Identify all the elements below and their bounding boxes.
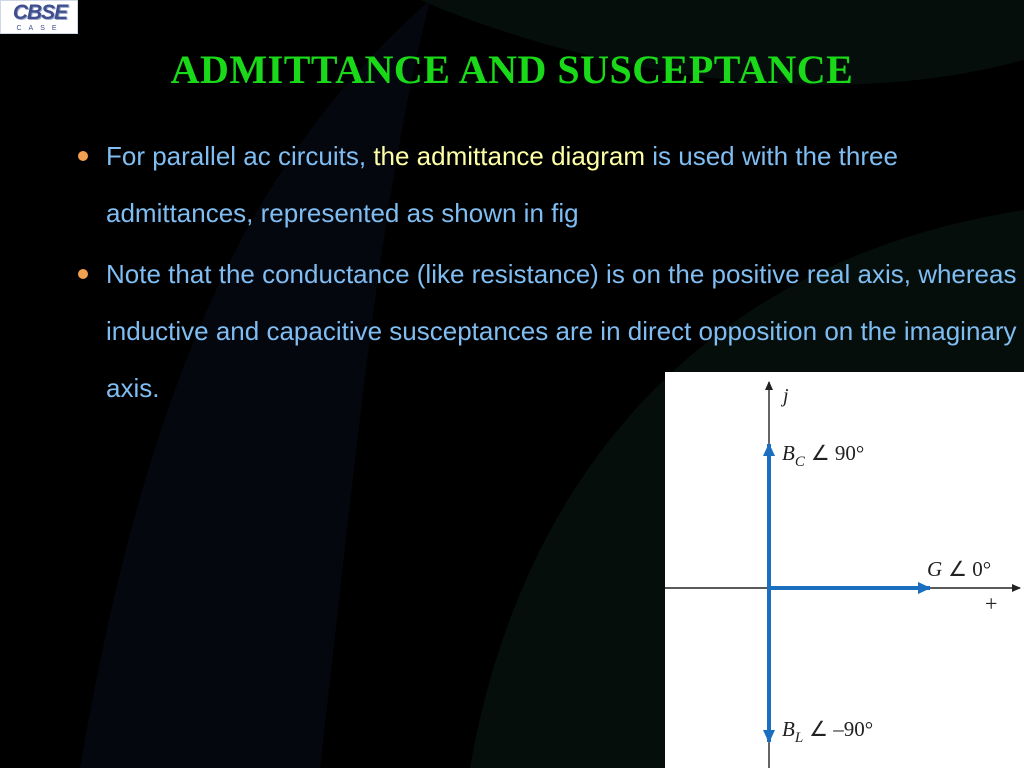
bullet-item — [74, 128, 1019, 242]
g-symbol: G — [927, 557, 943, 581]
bc-subscript: C — [794, 454, 805, 470]
j-axis-label: j — [783, 385, 789, 407]
bc-symbol: B — [782, 441, 795, 465]
bl-symbol: B — [782, 717, 795, 741]
bullet-highlight: the admittance diagram — [373, 141, 646, 171]
bullet-text-after: is used with the three admittances, represented as shown in fig — [106, 141, 898, 228]
bl-angle: ∠ –90° — [809, 717, 874, 741]
logo-sub-text: CASE — [16, 25, 64, 32]
g-label — [927, 557, 991, 581]
logo-main-text: CBSE — [12, 1, 68, 24]
slide-title: ADMITTANCE AND SUSCEPTANCE — [170, 47, 854, 92]
bullet-text-before: For parallel ac circuits, — [106, 141, 374, 171]
bl-subscript: L — [794, 730, 804, 746]
bullet-text: Note that the conductance (like resistance) is on the positive real axis, whereas inductive and capacitive susceptances are in direct opposition on the imaginary axis. — [106, 259, 1017, 403]
plus-label: + — [985, 591, 998, 616]
g-angle: ∠ 0° — [948, 557, 992, 581]
bl-label — [782, 717, 873, 746]
bullet-dot-icon — [78, 269, 88, 279]
bullet-dot-icon — [78, 151, 88, 161]
admittance-diagram-svg — [665, 372, 1024, 768]
admittance-diagram — [665, 372, 1024, 768]
logo — [0, 0, 78, 34]
bc-label — [782, 441, 864, 470]
bc-angle: ∠ 90° — [810, 441, 865, 465]
